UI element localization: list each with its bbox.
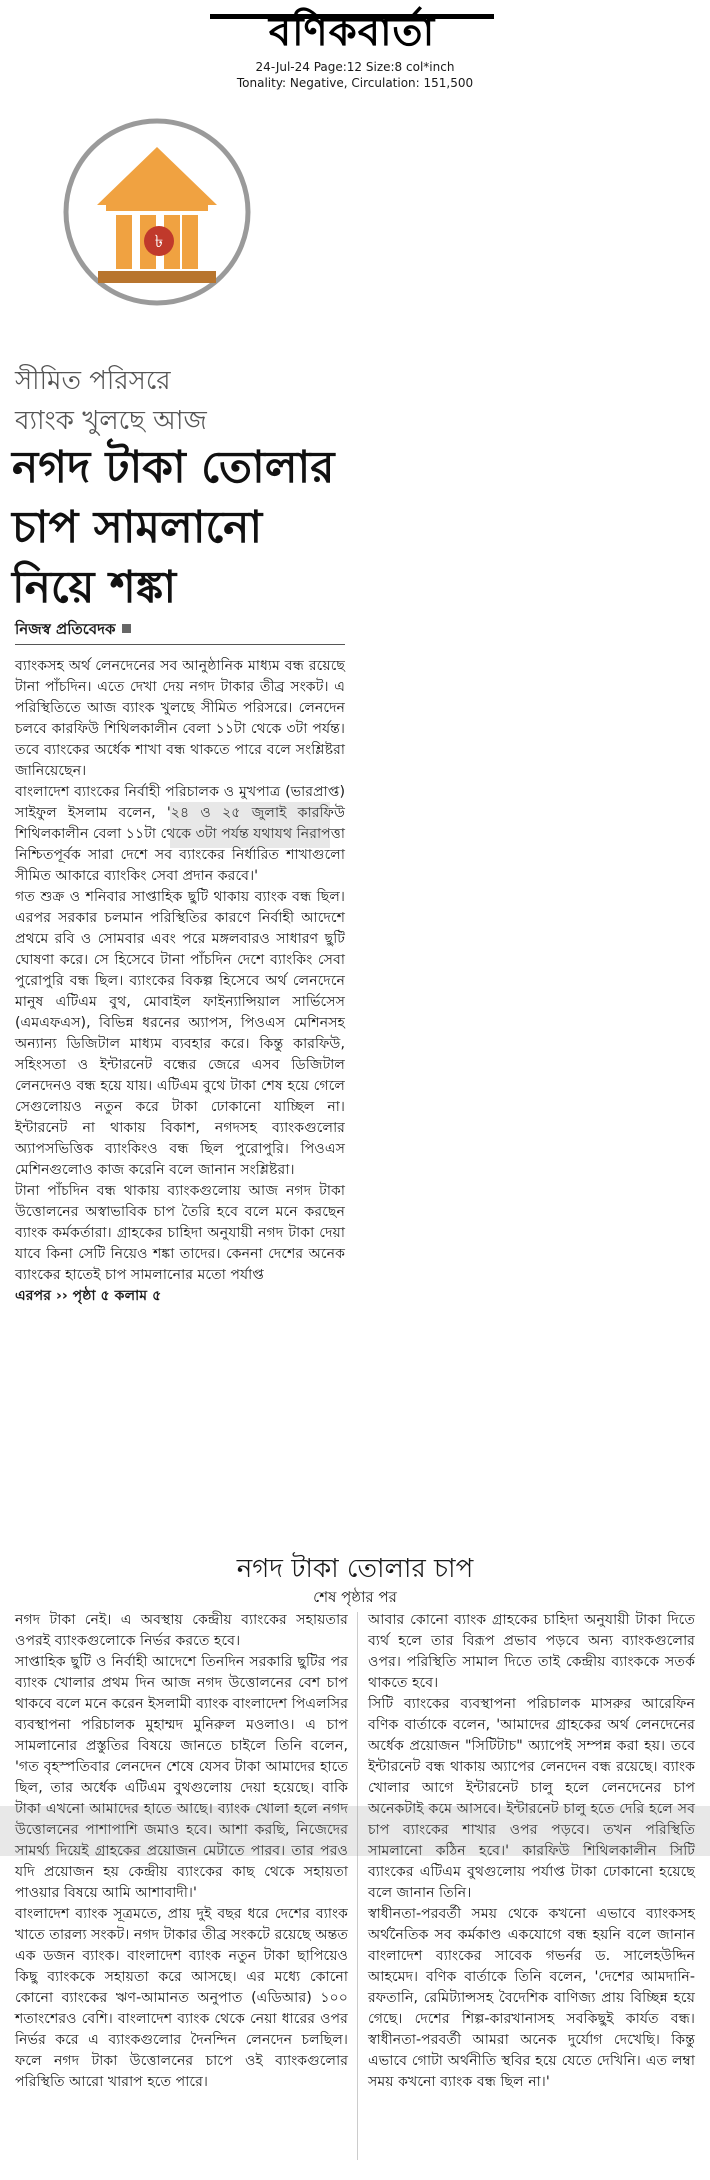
- bank-building-icon: [62, 117, 252, 307]
- article-paragraph: গত শুক্র ও শনিবার সাপ্তাহিক ছুটি থাকায় ব্যাংক বন্ধ ছিল। এরপর সরকার চলমান পরিস্থিতির কারণে নির্বাহী আদেশে প্রথমে রবি ও সোমবার এবং পরে মঙ্গলবারও সাধারণ ছুটি ঘোষণা করে। সে হিসেবে টানা পাঁচদিন দেশে ব্যাংকিং সেবা পুরোপুরি বন্ধ ছিল। ব্যাংকের বিকল্প হিসেবে অর্থ লেনদেনে মানুষ এটিএম বুথ, মোবাইল ফাইন্যান্সিয়াল সার্ভিসেস (এমএফএস), বিভিন্ন ধরনের অ্যাপস, পিওএস মেশিনসহ অন্যান্য ডিজিটাল মাধ্যম ব্যবহার করে। কিন্তু কারফিউ, সহিংসতা ও ইন্টারনেট বন্ধের জেরে এসব ডিজিটাল লেনদেনও বন্ধ হয়ে যায়। এটিএম বুথে টাকা শেষ হয়ে গেলে সেগুলোয়ও নতুন করে টাকা ঢোকানো যাচ্ছিল না। ইন্টারনেট না থাকায় বিকাশ, নগদসহ ব্যাংকগুলোর অ্যাপসভিত্তিক ব্যাংকিংও বন্ধ ছিল পুরোপুরি। পিওএস মেশিনগুলোও কাজ করেনি বলে জানান সংশ্লিষ্টরা।: [15, 889, 345, 1178]
- continuation-paragraph: আবার কোনো ব্যাংক গ্রাহকের চাহিদা অনুযায়ী টাকা দিতে ব্যর্থ হলে তার বিরূপ প্রভাব পড়বে অন্য ব্যাংকগুলোর ওপর। পরিস্থিতি সামাল দিতে তাই কেন্দ্রীয় ব্যাংককে সতর্ক থাকতে হবে।: [368, 1612, 695, 1691]
- continuation-subtitle: শেষ পৃষ্ঠার পর: [313, 1588, 397, 1606]
- headline-line: নিয়ে শঙ্কা: [12, 562, 177, 613]
- byline: [15, 618, 131, 643]
- article-paragraph: বাংলাদেশ ব্যাংকের নির্বাহী পরিচালক ও মুখপাত্র (ভারপ্রাপ্ত) সাইফুল ইসলাম বলেন, '২৪ ও ২৫ জুলাই কারফিউ শিথিলকালীন বেলা ১১টা থেকে ৩টা পর্যন্ত যথাযথ নিরাপত্তা নিশ্চিতপূর্বক সারা দেশে সব ব্যাংকের নির্ধারিত শাখাগুলো সীমিত আকারে ব্যাংকিং সেবা প্রদান করবে।': [15, 784, 345, 884]
- article-paragraph: টানা পাঁচদিন বন্ধ থাকায় ব্যাংকগুলোয় আজ নগদ টাকা উত্তোলনের অস্বাভাবিক চাপ তৈরি হবে বলে মনে করছেন ব্যাংক কর্মকর্তারা। গ্রাহকের চাহিদা অনুযায়ী নগদ টাকা দেয়া যাবে কিনা সেটি নিয়েও শঙ্কা তাদের। কেননা দেশের অনেক ব্যাংকের হাতেই চাপ সামলানোর মতো পর্যাপ্ত: [15, 1183, 345, 1283]
- continuation-paragraph: বাংলাদেশ ব্যাংক সূত্রমতে, প্রায় দুই বছর ধরে দেশের ব্যাংক খাতে তারল্য সংকট। নগদ টাকার তীব্র সংকটে রয়েছে অন্তত এক ডজন ব্যাংক। বাংলাদেশ ব্যাংক নতুন টাকা ছাপিয়েও কিছু ব্যাংককে সহায়তা করে আসছে। এর মধ্যে কোনো কোনো ব্যাংকের ঋণ-আমানত অনুপাত (এডিআর) ১০০ শতাংশেরও বেশি। বাংলাদেশ ব্যাংক থেকে নেয়া ধারের ওপর নির্ভর করে এ ব্যাংকগুলোর দৈনন্দিন লেনদেন চলছিল। ফলে নগদ টাকা উত্তোলনের চাপে ওই ব্যাংকগুলোর পরিস্থিতি আরো খারাপ হতে পারে।: [15, 1906, 348, 2090]
- watermark-band: [170, 802, 330, 848]
- byline-text: নিজস্ব প্রতিবেদক: [15, 620, 116, 638]
- kicker-line-2: ব্যাংক খুলছে আজ: [15, 406, 207, 436]
- headline-line: নগদ টাকা তোলার: [12, 442, 335, 493]
- continuation-paragraph: সিটি ব্যাংকের ব্যবস্থাপনা পরিচালক মাসরুর আরেফিন বণিক বার্তাকে বলেন, 'আমাদের গ্রাহকের অর্থ লেনদেনের অর্ধেক প্রয়োজন "সিটিটাচ" অ্যাপেই সম্পন্ন করা হয়। তবে ইন্টারনেট বন্ধ থাকায় অ্যাপের লেনদেন বন্ধ রয়েছে। ব্যাংক খোলার আগে ইন্টারনেট চালু হলে লেনদেনের চাপ অনেকটাই কমে আসবে। ইন্টারনেট চালু হতে দেরি হলে সব চাপ ব্যাংকের শাখার ওপর পড়বে। তখন পরিস্থিতি সামলানো কঠিন হবে।' কারফিউ শিথিলকালীন সিটি ব্যাংকের এটিএম বুথগুলোয় পর্যাপ্ত টাকা ঢোকানো হয়েছে বলে জানান তিনি।: [368, 1696, 695, 1901]
- continuation-paragraph: সাপ্তাহিক ছুটি ও নির্বাহী আদেশে তিনদিন সরকারি ছুটির পর ব্যাংক খোলার প্রথম দিন আজ নগদ উত্তোলনের বেশ চাপ থাকবে বলে মনে করেন ইসলামী ব্যাংক বাংলাদেশ পিএলসির ব্যবস্থাপনা পরিচালক মুহাম্মদ মুনিরুল মওলাও। এ চাপ সামলানোর প্রস্তুতির বিষয়ে জানতে চাইলে তিনি বলেন, 'গত বৃহস্পতিবার লেনদেন শেষে যেসব টাকা আমাদের হাতে ছিল, তার অর্ধেক এটিএম বুথগুলোয় দেয়া হয়েছে। বাকি টাকা এখনো আমাদের হাতে আছে। ব্যাংক খোলা হলে নগদ উত্তোলনের পাশাপাশি জমাও হবে। আশা করছি, নিজেদের সামর্থ্য দিয়েই গ্রাহকের প্রয়োজন মেটাতে পারব। তার পরও যদি প্রয়োজন হয় কেন্দ্রীয় ব্যাংকের কাছ থেকে সহায়তা পাওয়ার বিষয়ে আমি আশাবাদী।': [15, 1654, 348, 1901]
- taka-symbol: ৳: [154, 232, 164, 252]
- jump-line: এরপর ›› পৃষ্ঠা ৫ কলাম ৫: [15, 1288, 162, 1304]
- watermark-band: [0, 1806, 710, 1856]
- clipping-meta-date-size: 24-Jul-24 Page:12 Size:8 col*inch: [255, 60, 455, 74]
- byline-rule: [15, 644, 345, 645]
- newspaper-logo: বণিকবার্তা: [268, 8, 436, 55]
- continuation-title: নগদ টাকা তোলার চাপ: [236, 1554, 474, 1584]
- main-headline: [12, 438, 352, 618]
- continuation-paragraph: স্বাধীনতা-পরবর্তী সময় থেকে কখনো এভাবে ব্যাংকসহ অর্থনৈতিক সব কর্মকাণ্ড একযোগে বন্ধ হয়নি বলে জানান বাংলাদেশ ব্যাংকের সাবেক গভর্নর ড. সালেহউদ্দিন আহমেদ। বণিক বার্তাকে তিনি বলেন, 'দেশের আমদানি-রফতানি, রেমিট্যান্সসহ বৈদেশিক বাণিজ্য প্রায় বিচ্ছিন্ন হয়ে গেছে। দেশের শিল্প-কারখানাসহ সবকিছুই কার্যত বন্ধ। স্বাধীনতা-পরবর্তী আমরা অনেক দুর্যোগ দেখেছি। কিন্তু এভাবে গোটা অর্থনীতি স্থবির হয়ে যেতে দেখিনি। এত লম্বা সময় কখনো ব্যাংক বন্ধ ছিল না।': [368, 1906, 695, 2090]
- column-divider: [357, 1612, 358, 2160]
- clipping-meta-tonality: Tonality: Negative, Circulation: 151,500: [236, 76, 474, 90]
- masthead: [0, 0, 710, 100]
- headline-line: চাপ সামলানো: [12, 502, 263, 553]
- kicker-line-1: সীমিত পরিসরে: [15, 366, 171, 396]
- article-body: [15, 656, 345, 1307]
- byline-square-icon: [122, 624, 131, 633]
- article-paragraph: ব্যাংকসহ অর্থ লেনদেনের সব আনুষ্ঠানিক মাধ্যম বন্ধ রয়েছে টানা পাঁচদিন। এতে দেখা দেয় নগদ টাকার তীব্র সংকট। এ পরিস্থিতিতে আজ ব্যাংক খুলছে সীমিত পরিসরে। লেনদেন চলবে কারফিউ শিথিলকালীন বেলা ১১টা থেকে ৩টা পর্যন্ত। তবে ব্যাংকের অর্ধেক শাখা বন্ধ থাকতে পারে বলে সংশ্লিষ্টরা জানিয়েছেন।: [15, 658, 345, 779]
- continuation-paragraph: নগদ টাকা নেই। এ অবস্থায় কেন্দ্রীয় ব্যাংকের সহায়তার ওপরই ব্যাংকগুলোকে নির্ভর করতে হবে।: [15, 1612, 348, 1649]
